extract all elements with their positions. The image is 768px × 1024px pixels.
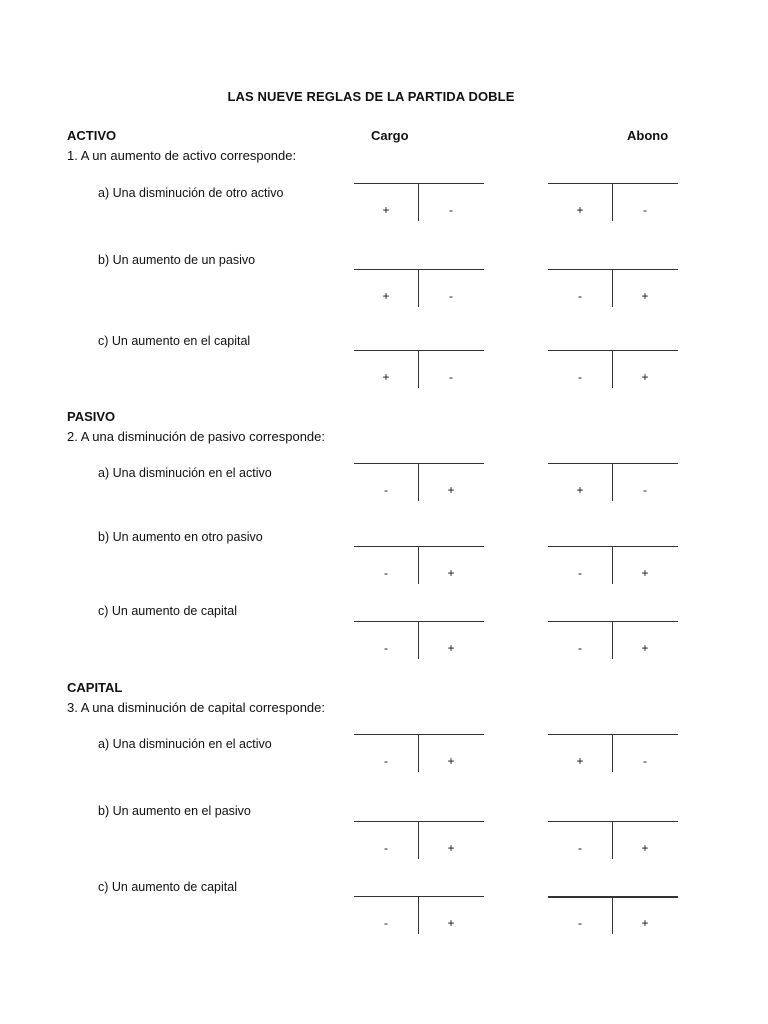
t-account-top-line bbox=[548, 546, 678, 547]
t-account-1a-abono bbox=[548, 183, 678, 221]
t-account-top-line bbox=[548, 269, 678, 270]
abono-right-sign: + bbox=[641, 641, 649, 655]
t-account-2c-abono bbox=[548, 621, 678, 659]
abono-left-sign: + bbox=[576, 754, 584, 768]
cargo-right-sign: + bbox=[447, 483, 455, 497]
t-account-3c-cargo bbox=[354, 896, 484, 934]
t-account-1b-cargo bbox=[354, 269, 484, 307]
t-account-stem bbox=[612, 896, 613, 934]
section-heading-pasivo: PASIVO bbox=[67, 409, 116, 424]
rule-3-item-c-label: c) Un aumento de capital bbox=[98, 880, 237, 894]
abono-left-sign: - bbox=[578, 289, 582, 303]
column-header-abono: Abono bbox=[627, 128, 669, 143]
cargo-left-sign: - bbox=[384, 754, 388, 768]
t-account-top-line bbox=[548, 734, 678, 735]
abono-left-sign: + bbox=[576, 203, 584, 217]
rule-3-text: 3. A una disminución de capital corresponde: bbox=[67, 700, 326, 715]
rule-3-item-a-label: a) Una disminución en el activo bbox=[98, 737, 272, 751]
abono-left-sign: - bbox=[578, 566, 582, 580]
t-account-stem bbox=[612, 463, 613, 501]
rule-2-item-c-label: c) Un aumento de capital bbox=[98, 604, 237, 618]
t-account-top-line bbox=[354, 821, 484, 822]
abono-right-sign: + bbox=[641, 566, 649, 580]
rule-2-text: 2. A una disminución de pasivo corresponde: bbox=[67, 429, 326, 444]
abono-left-sign: - bbox=[578, 370, 582, 384]
t-account-3b-cargo bbox=[354, 821, 484, 859]
t-account-stem bbox=[418, 546, 419, 584]
t-account-3a-cargo bbox=[354, 734, 484, 772]
abono-right-sign: + bbox=[641, 289, 649, 303]
page-title: LAS NUEVE REGLAS DE LA PARTIDA DOBLE bbox=[227, 89, 515, 104]
t-account-top-line bbox=[548, 896, 678, 898]
cargo-right-sign: - bbox=[449, 203, 453, 217]
t-account-top-line bbox=[354, 350, 484, 351]
abono-left-sign: - bbox=[578, 641, 582, 655]
cargo-left-sign: - bbox=[384, 916, 388, 930]
cargo-right-sign: + bbox=[447, 841, 455, 855]
t-account-stem bbox=[418, 350, 419, 388]
abono-right-sign: + bbox=[641, 370, 649, 384]
t-account-1c-cargo bbox=[354, 350, 484, 388]
t-account-stem bbox=[612, 350, 613, 388]
t-account-top-line bbox=[354, 734, 484, 735]
cargo-left-sign: - bbox=[384, 483, 388, 497]
t-account-stem bbox=[612, 621, 613, 659]
t-account-stem bbox=[418, 269, 419, 307]
t-account-top-line bbox=[548, 350, 678, 351]
t-account-2b-abono bbox=[548, 546, 678, 584]
cargo-right-sign: + bbox=[447, 916, 455, 930]
t-account-top-line bbox=[354, 183, 484, 184]
t-account-1b-abono bbox=[548, 269, 678, 307]
rule-2-item-b-label: b) Un aumento en otro pasivo bbox=[98, 530, 263, 544]
t-account-3a-abono bbox=[548, 734, 678, 772]
cargo-right-sign: + bbox=[447, 566, 455, 580]
abono-right-sign: + bbox=[641, 916, 649, 930]
cargo-left-sign: + bbox=[382, 289, 390, 303]
abono-right-sign: - bbox=[643, 483, 647, 497]
rule-3-item-b-label: b) Un aumento en el pasivo bbox=[98, 804, 251, 818]
cargo-right-sign: + bbox=[447, 641, 455, 655]
abono-right-sign: + bbox=[641, 841, 649, 855]
t-account-2a-cargo bbox=[354, 463, 484, 501]
t-account-stem bbox=[418, 896, 419, 934]
t-account-top-line bbox=[548, 183, 678, 184]
t-account-top-line bbox=[354, 269, 484, 270]
rule-1-item-b-label: b) Un aumento de un pasivo bbox=[98, 253, 256, 267]
t-account-1c-abono bbox=[548, 350, 678, 388]
t-account-stem bbox=[418, 734, 419, 772]
t-account-stem bbox=[418, 621, 419, 659]
t-account-stem bbox=[418, 821, 419, 859]
rule-1-item-a-label: a) Una disminución de otro activo bbox=[98, 186, 284, 200]
cargo-right-sign: + bbox=[447, 754, 455, 768]
rule-2-item-a-label: a) Una disminución en el activo bbox=[98, 466, 272, 480]
abono-right-sign: - bbox=[643, 754, 647, 768]
t-account-3b-abono bbox=[548, 821, 678, 859]
cargo-left-sign: - bbox=[384, 841, 388, 855]
t-account-1a-cargo bbox=[354, 183, 484, 221]
t-account-2b-cargo bbox=[354, 546, 484, 584]
t-account-top-line bbox=[354, 621, 484, 622]
cargo-left-sign: - bbox=[384, 641, 388, 655]
abono-left-sign: - bbox=[578, 841, 582, 855]
section-heading-capital: CAPITAL bbox=[67, 680, 123, 695]
t-account-stem bbox=[612, 821, 613, 859]
section-heading-activo: ACTIVO bbox=[67, 128, 117, 143]
cargo-right-sign: - bbox=[449, 370, 453, 384]
abono-right-sign: - bbox=[643, 203, 647, 217]
abono-left-sign: + bbox=[576, 483, 584, 497]
cargo-right-sign: - bbox=[449, 289, 453, 303]
cargo-left-sign: + bbox=[382, 203, 390, 217]
column-header-cargo: Cargo bbox=[371, 128, 409, 143]
t-account-top-line bbox=[354, 463, 484, 464]
rule-1-text: 1. A un aumento de activo corresponde: bbox=[67, 148, 297, 163]
t-account-top-line bbox=[548, 621, 678, 622]
t-account-stem bbox=[612, 269, 613, 307]
abono-left-sign: - bbox=[578, 916, 582, 930]
t-account-2c-cargo bbox=[354, 621, 484, 659]
t-account-top-line bbox=[548, 463, 678, 464]
cargo-left-sign: - bbox=[384, 566, 388, 580]
t-account-top-line bbox=[354, 896, 484, 897]
t-account-stem bbox=[418, 463, 419, 501]
t-account-3c-abono bbox=[548, 896, 678, 934]
rule-1-item-c-label: c) Un aumento en el capital bbox=[98, 334, 251, 348]
t-account-stem bbox=[418, 183, 419, 221]
t-account-top-line bbox=[354, 546, 484, 547]
t-account-stem bbox=[612, 183, 613, 221]
t-account-stem bbox=[612, 546, 613, 584]
t-account-top-line bbox=[548, 821, 678, 822]
cargo-left-sign: + bbox=[382, 370, 390, 384]
t-account-2a-abono bbox=[548, 463, 678, 501]
t-account-stem bbox=[612, 734, 613, 772]
